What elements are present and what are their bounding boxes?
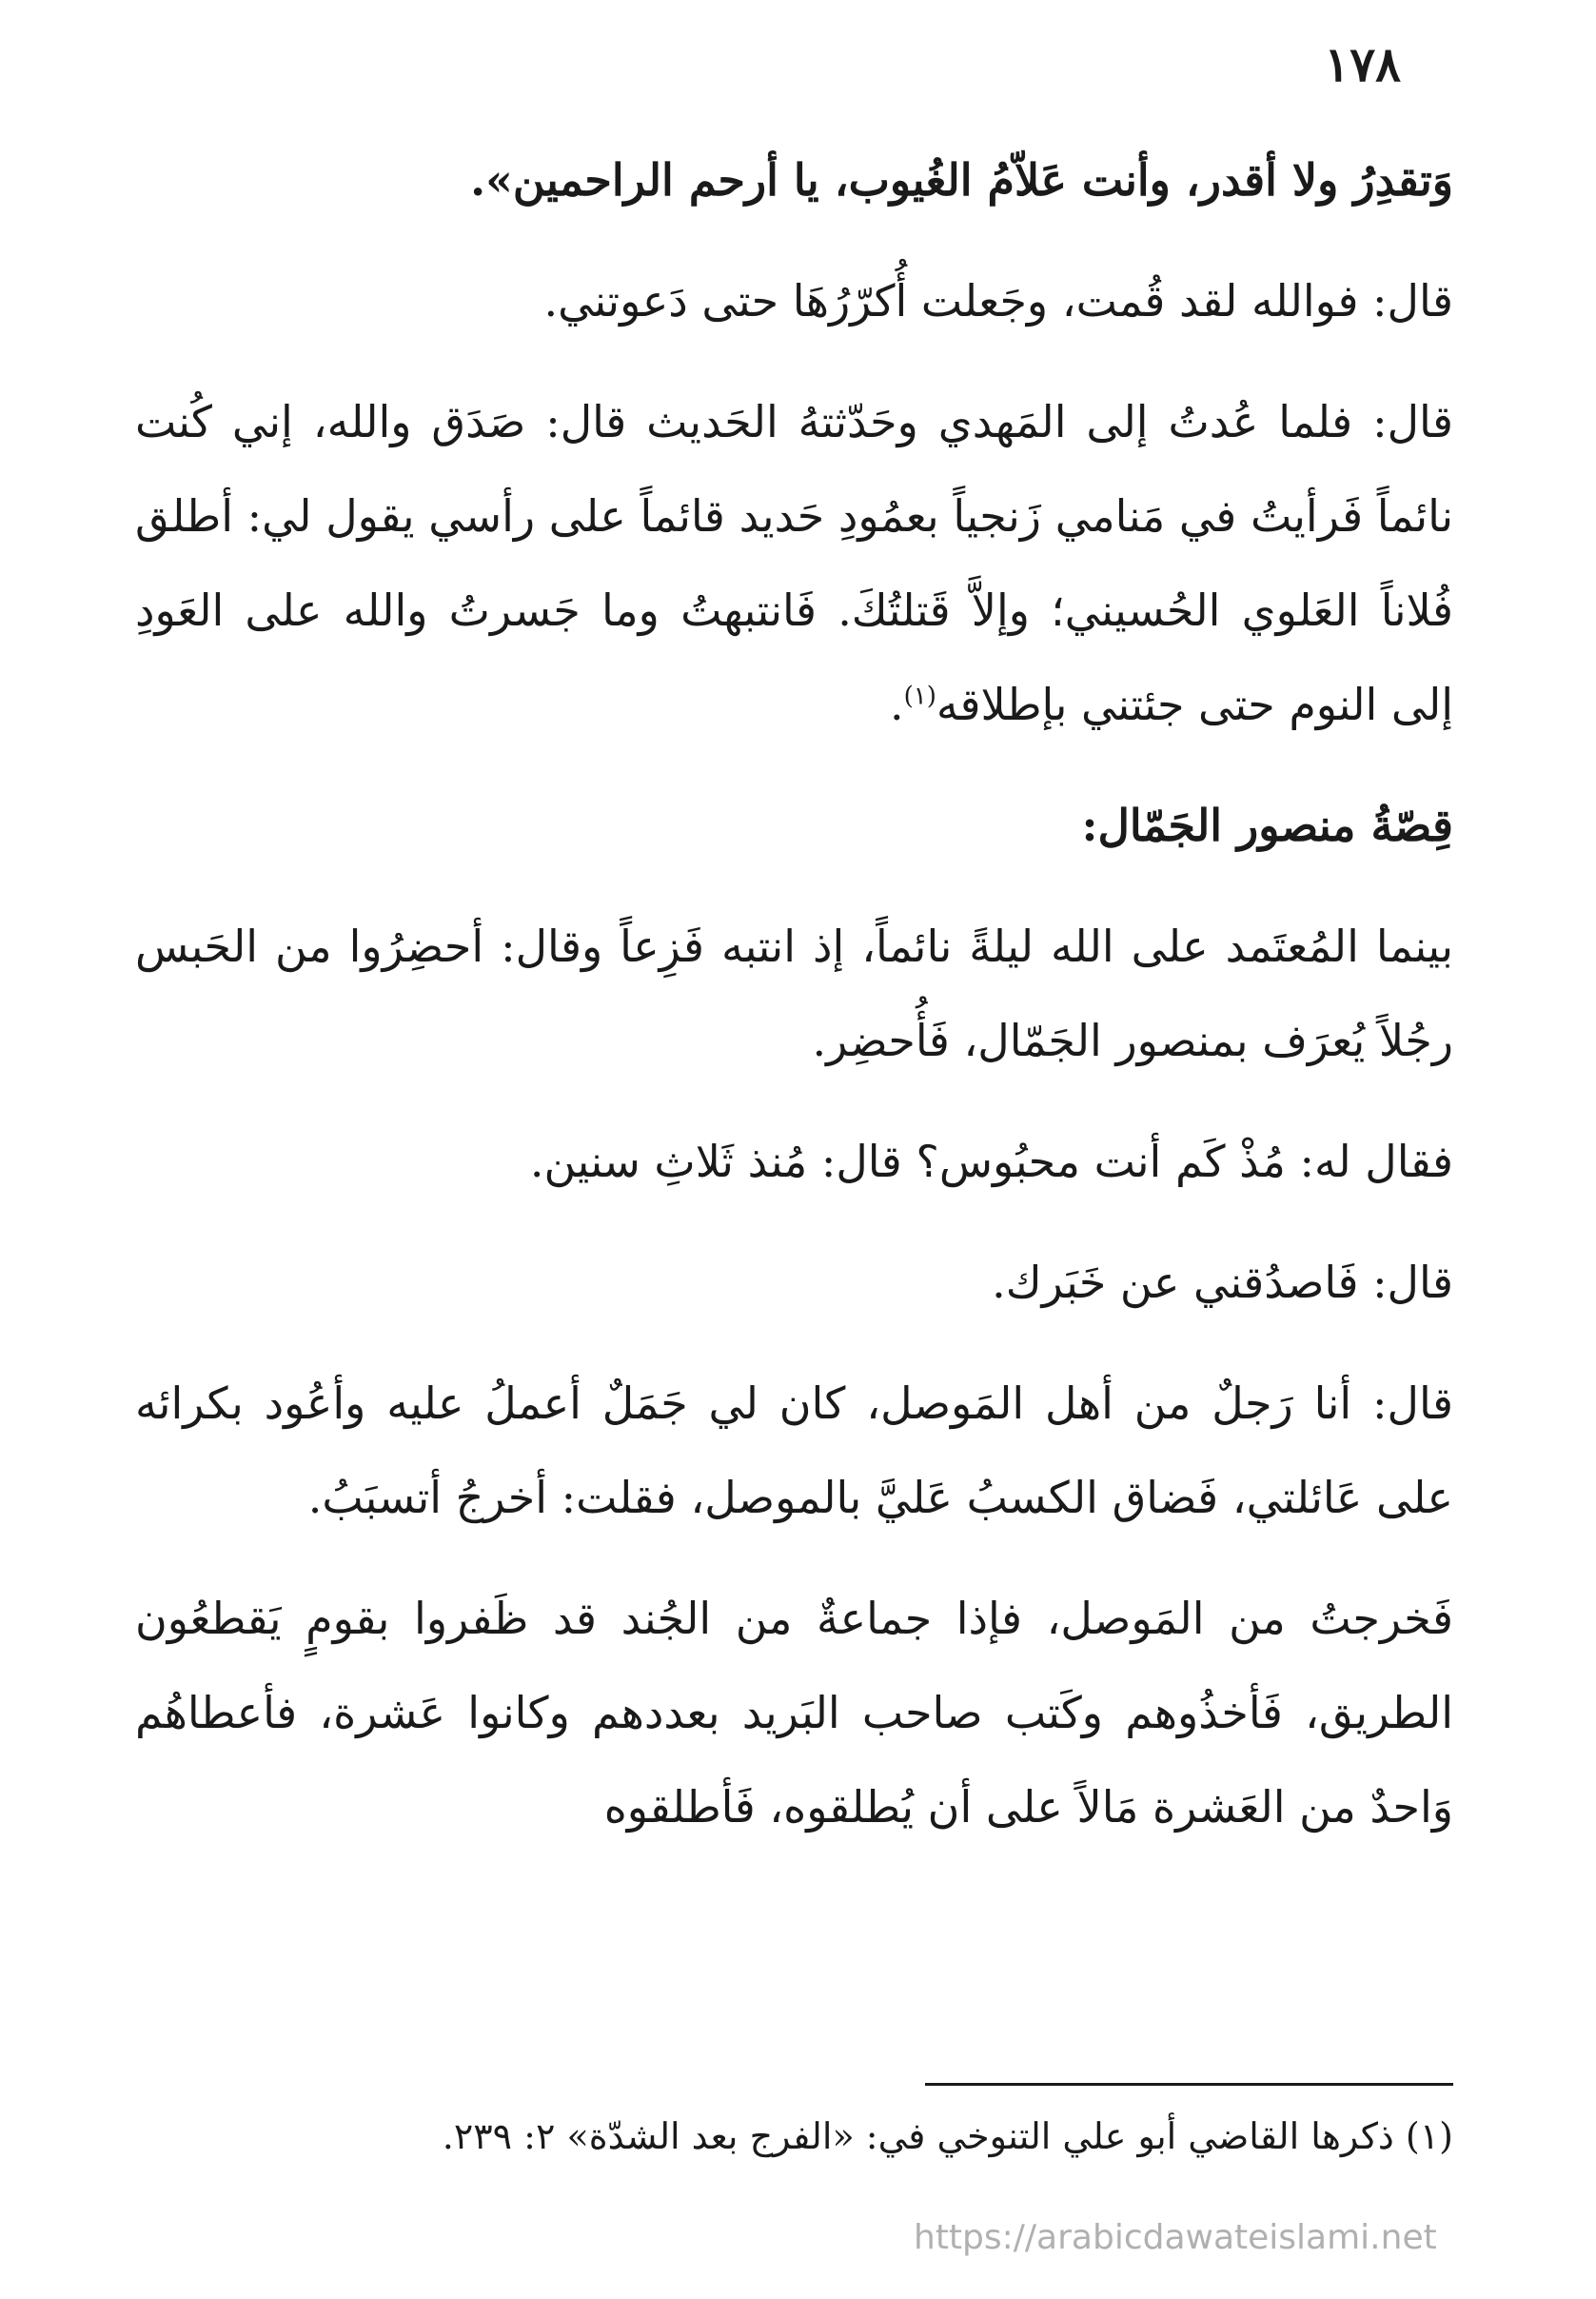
- paragraph: قال: أنا رَجلٌ من أهل المَوصل، كان لي جَمَلٌ أعملُ عليه وأعُود بكرائه على عَائلتي، فَضاق الكسبُ عَليَّ بالموصل، فقلت: أخرجُ أتسبَبُ.: [135, 1377, 1453, 1523]
- paragraph-text: قال: فلما عُدتُ إلى المَهدي وحَدّثتهُ الحَديث قال: صَدَق والله، إني كُنت نائماً فَرأيتُ في مَنامي زَنجياً بعمُودِ حَديد قائماً على رأسي يقول لي: أطلق فُلاناً العَلوي الحُسيني؛ وإلاَّ قَتلتُكَ. فَانتبهتُ وما جَسرتُ والله على العَودِ إلى النوم حتى جئتني بإطلاقه: [135, 396, 1453, 730]
- watermark-url: https://arabicdawateislami.net: [914, 2218, 1437, 2257]
- paragraph: فَخرجتُ من المَوصل، فإذا جماعةٌ من الجُند قد ظَفروا بقومٍ يَقطعُون الطريق، فَأخذُوهم وكَتب صاحب البَريد بعددهم وكانوا عَشرة، فأعطاهُم وَاحدٌ من العَشرة مَالاً على أن يُطلقوه، فَأطلقوه: [135, 1593, 1453, 1833]
- paragraph-end-mark: .: [889, 679, 904, 730]
- paragraph: قال: فوالله لقد قُمت، وجَعلت أُكرّرُهَا حتى دَعوتني.: [543, 275, 1453, 327]
- paragraph: بينما المُعتَمد على الله ليلةً نائماً، إذ انتبه فَزِعاً وقال: أحضِرُوا من الحَبس رجُلاً يُعرَف بمنصور الجَمّال، فَأُحضِر.: [135, 921, 1453, 1066]
- paragraph: فقال له: مُذْ كَم أنت محبُوس؟ قال: مُنذ ثَلاثِ سنين.: [529, 1136, 1453, 1187]
- section-heading: قِصّةُ منصور الجَمّال:: [1081, 800, 1453, 851]
- paragraph: [135, 375, 1453, 752]
- footnote-divider: [925, 2083, 1453, 2086]
- body-text: [135, 133, 1453, 1854]
- paragraph-continuation: وَتقدِرُ ولا أقدر، وأنت عَلاّمُ الغُيوب، يا أرحم الراحمين».: [470, 154, 1453, 206]
- paragraph: قال: فَاصدُقني عن خَبَرك.: [992, 1257, 1453, 1308]
- footnote-reference: (١): [903, 682, 936, 711]
- page-number: ١٧٨: [1324, 36, 1401, 92]
- footnote: (١) ذكرها القاضي أبو علي التنوخي في: «الفرج بعد الشدّة» ٢: ٢٣٩.: [442, 2115, 1453, 2157]
